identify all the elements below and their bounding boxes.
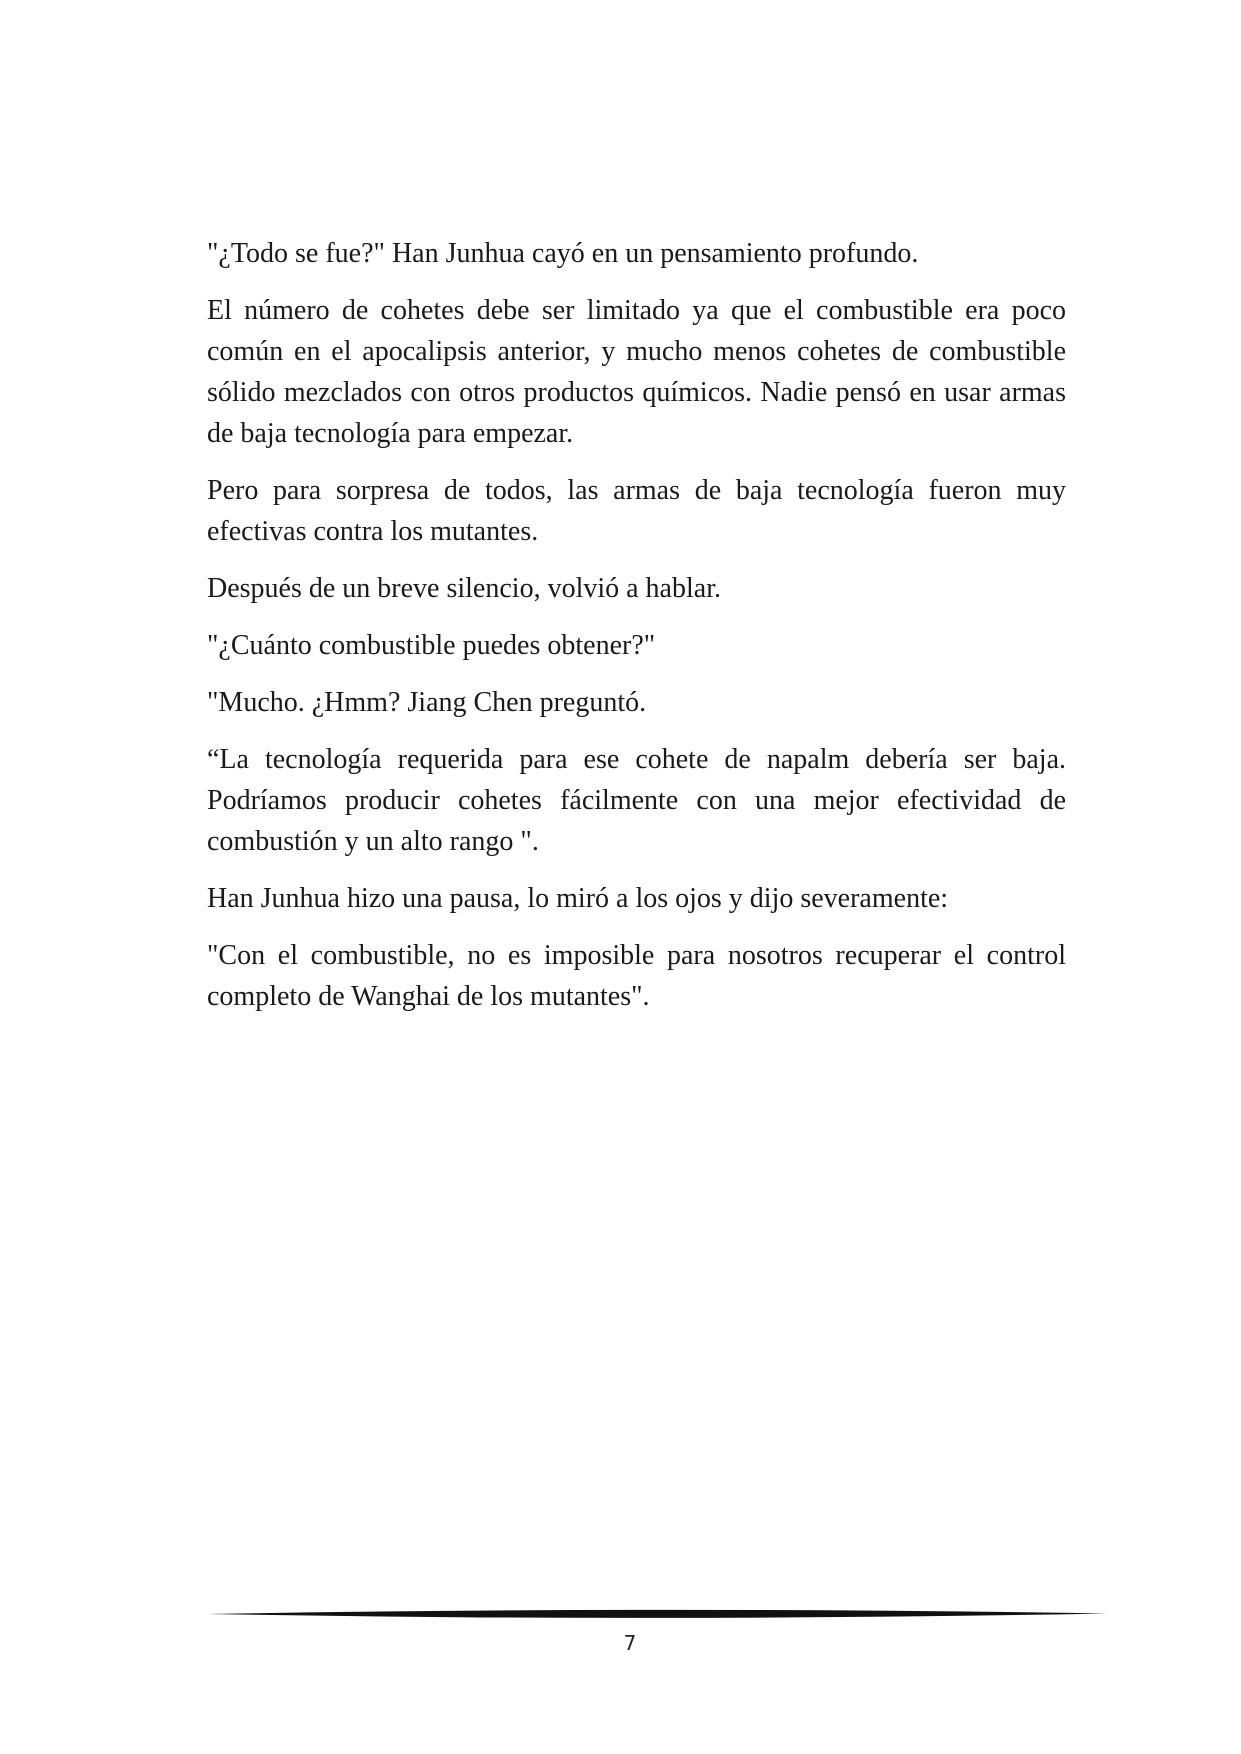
page-number: 7	[623, 1631, 637, 1655]
paragraph: "¿Cuánto combustible puedes obtener?"	[207, 630, 656, 661]
paragraph: “La tecnología requerida para ese cohete de napalm debería ser baja. Podríamos producir cohetes fácilmente con una mejor efectividad de combustión y un alto rango ".	[207, 744, 1066, 857]
paragraph: El número de cohetes debe ser limitado ya que el combustible era poco común en el apocalipsis anterior, y mucho menos cohetes de combustible sólido mezclados con otros productos químicos. Nadie pensó en usar armas de baja tecnología para empezar.	[207, 295, 1066, 449]
paragraph: "Mucho. ¿Hmm? Jiang Chen preguntó.	[207, 687, 647, 718]
paragraph: Han Junhua hizo una pausa, lo miró a los ojos y dijo severamente:	[207, 883, 949, 914]
body-text	[207, 233, 1066, 1033]
paragraph: "Con el combustible, no es imposible para nosotros recuperar el control completo de Wanghai de los mutantes".	[207, 940, 1066, 1012]
footer-divider	[207, 1607, 1107, 1621]
paragraph: "¿Todo se fue?" Han Junhua cayó en un pensamiento profundo.	[207, 238, 919, 269]
paragraph: Después de un breve silencio, volvió a hablar.	[207, 573, 721, 604]
paragraph: Pero para sorpresa de todos, las armas de baja tecnología fueron muy efectivas contra los mutantes.	[207, 475, 1066, 547]
